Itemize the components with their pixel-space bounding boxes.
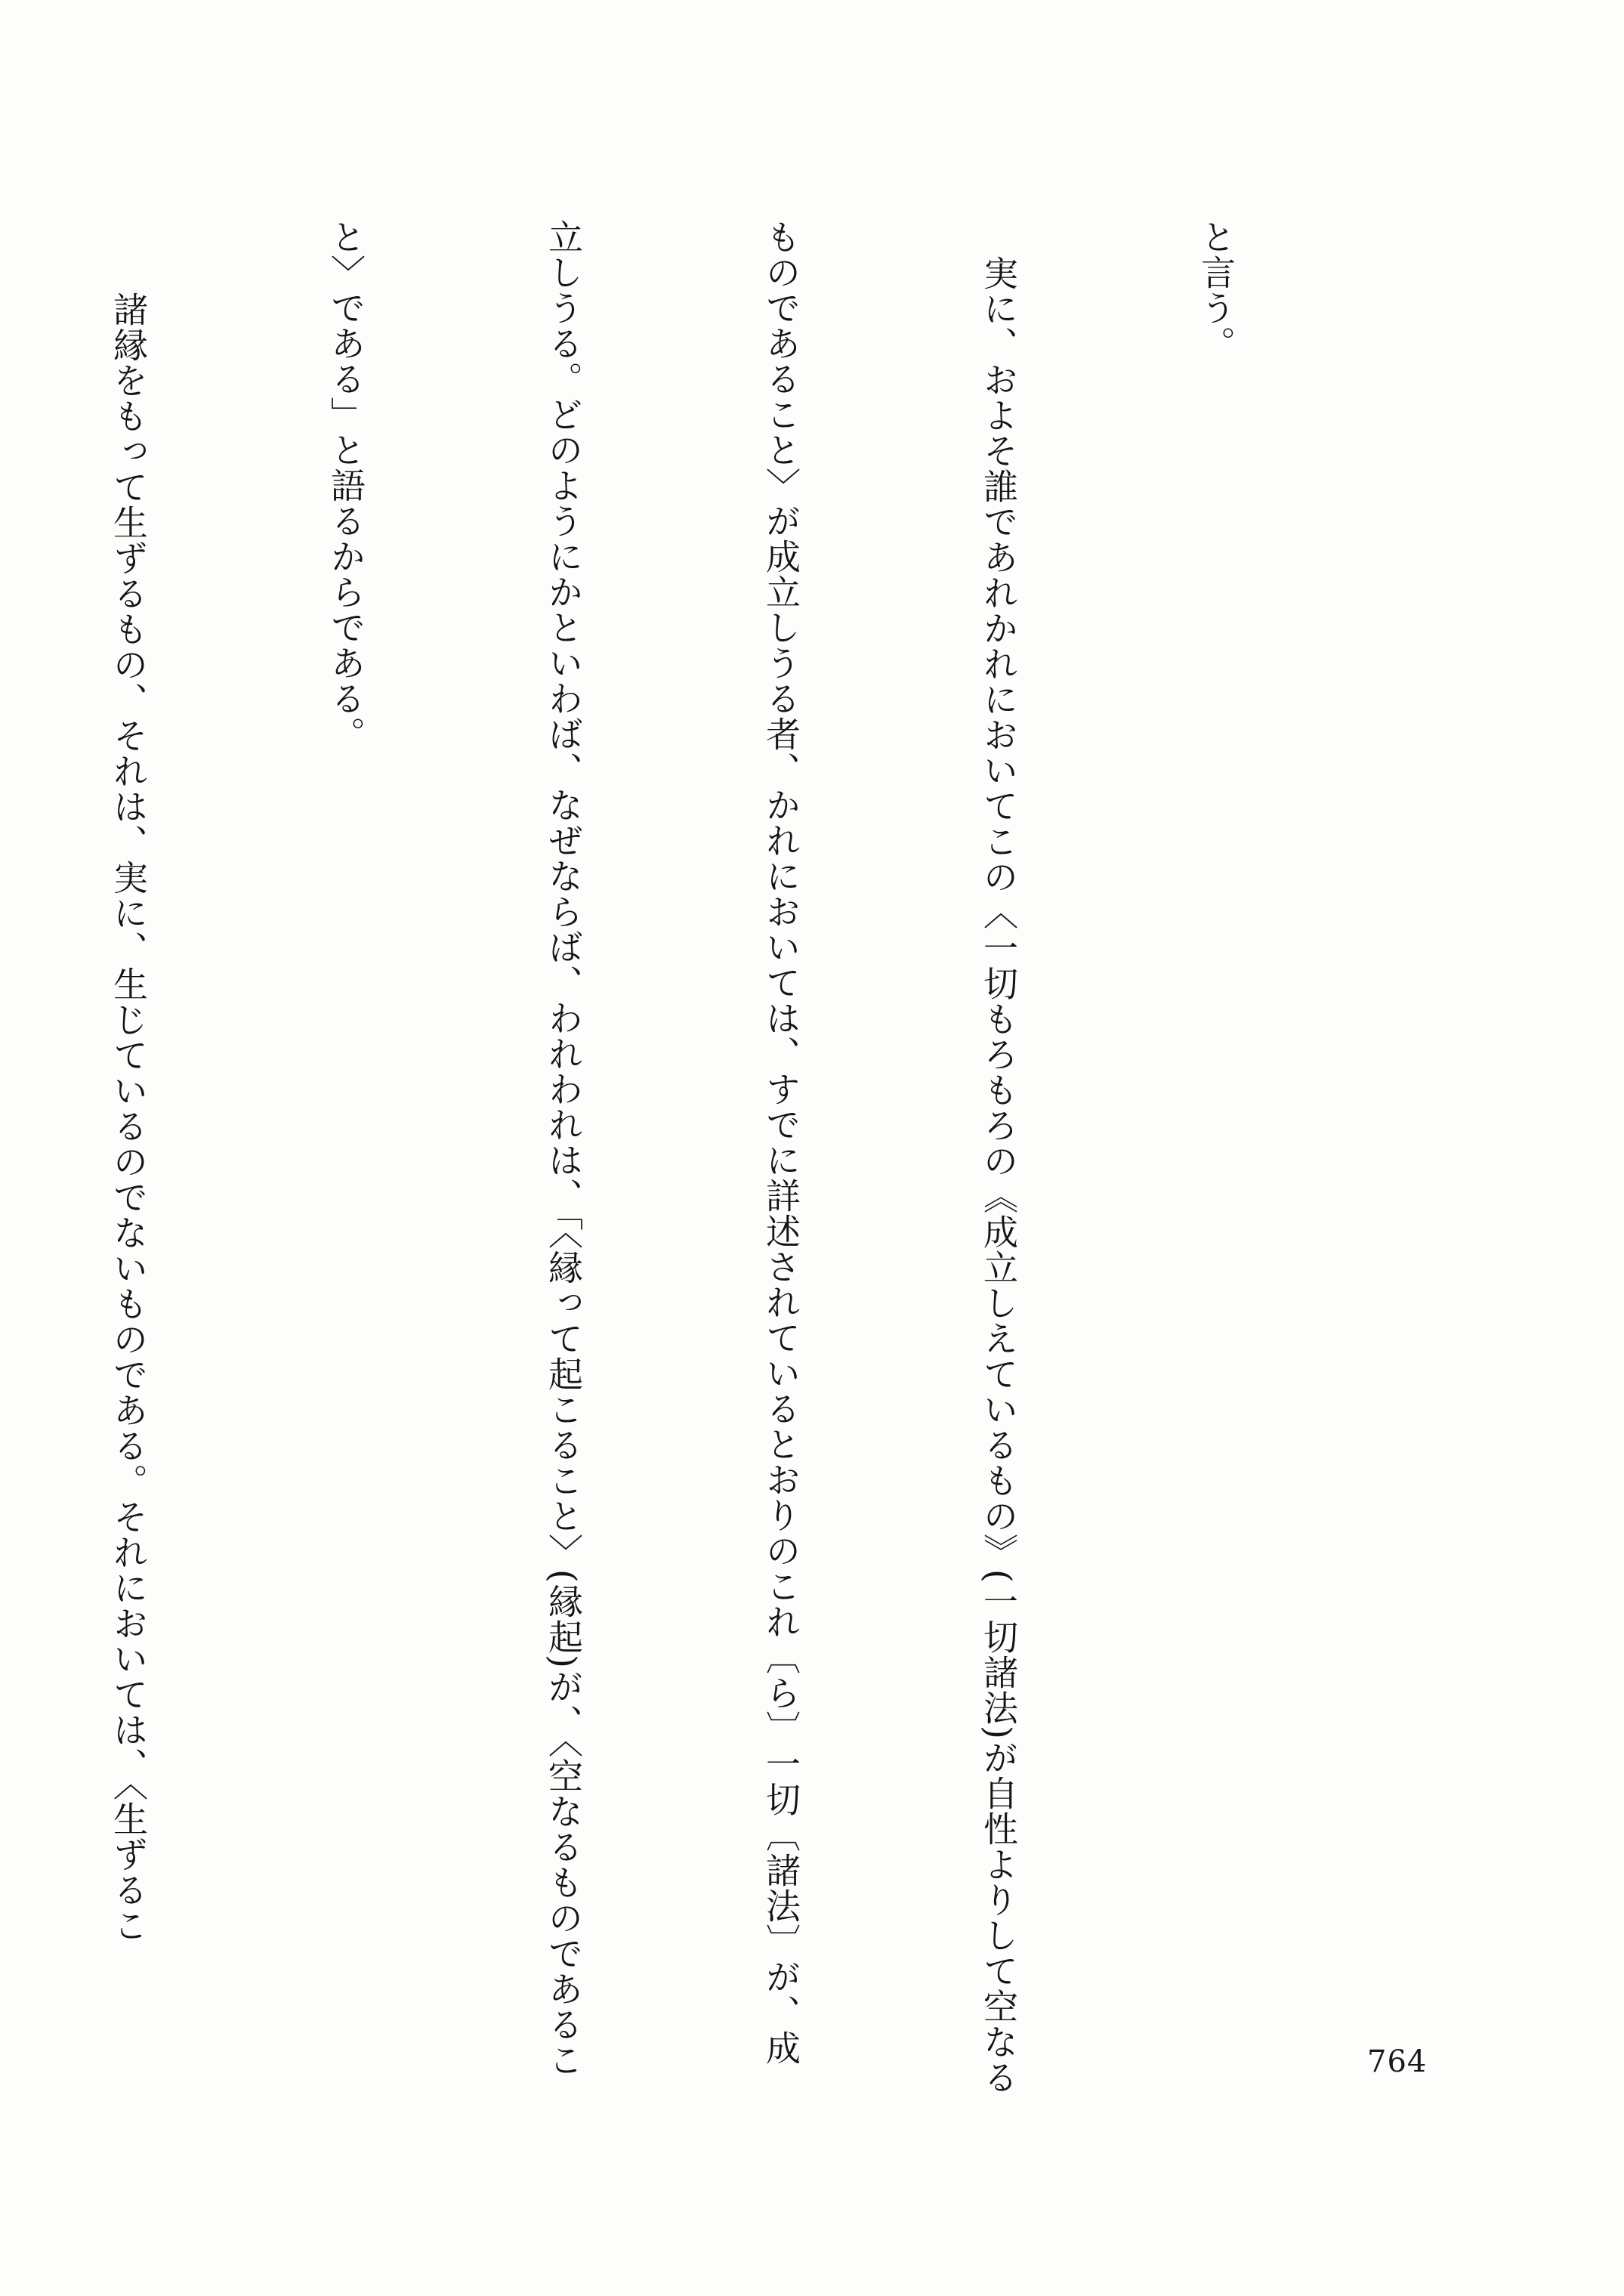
vertical-text-body [0, 219, 1397, 2095]
text-line: ものであること〉が成立しうる者、かれにおいては、すでに詳述されているとおりのこれ〔ら〕一切〔諸法〕が、成 [761, 219, 801, 2066]
verse-line: 諸縁をもって生ずるもの、それは、実に、生じているのでないものである。それにおいては、〈生ずるこ [108, 292, 149, 1943]
text-line: と〉である」と語るからである。 [326, 219, 366, 752]
page-number: 764 [1367, 2044, 1428, 2079]
text-line: 実に、およそ誰であれかれにおいてこの〈一切もろもろの《成立しえているもの》(一切諸法)が自性よりして空なる [978, 255, 1019, 2095]
text-line: と言う。 [1196, 219, 1237, 361]
text-line: 立しうる。どのようにかといわば、なぜならば、われわれは、「〈縁って起こること〉(縁起)が、〈空なるものであるこ [543, 219, 584, 2078]
